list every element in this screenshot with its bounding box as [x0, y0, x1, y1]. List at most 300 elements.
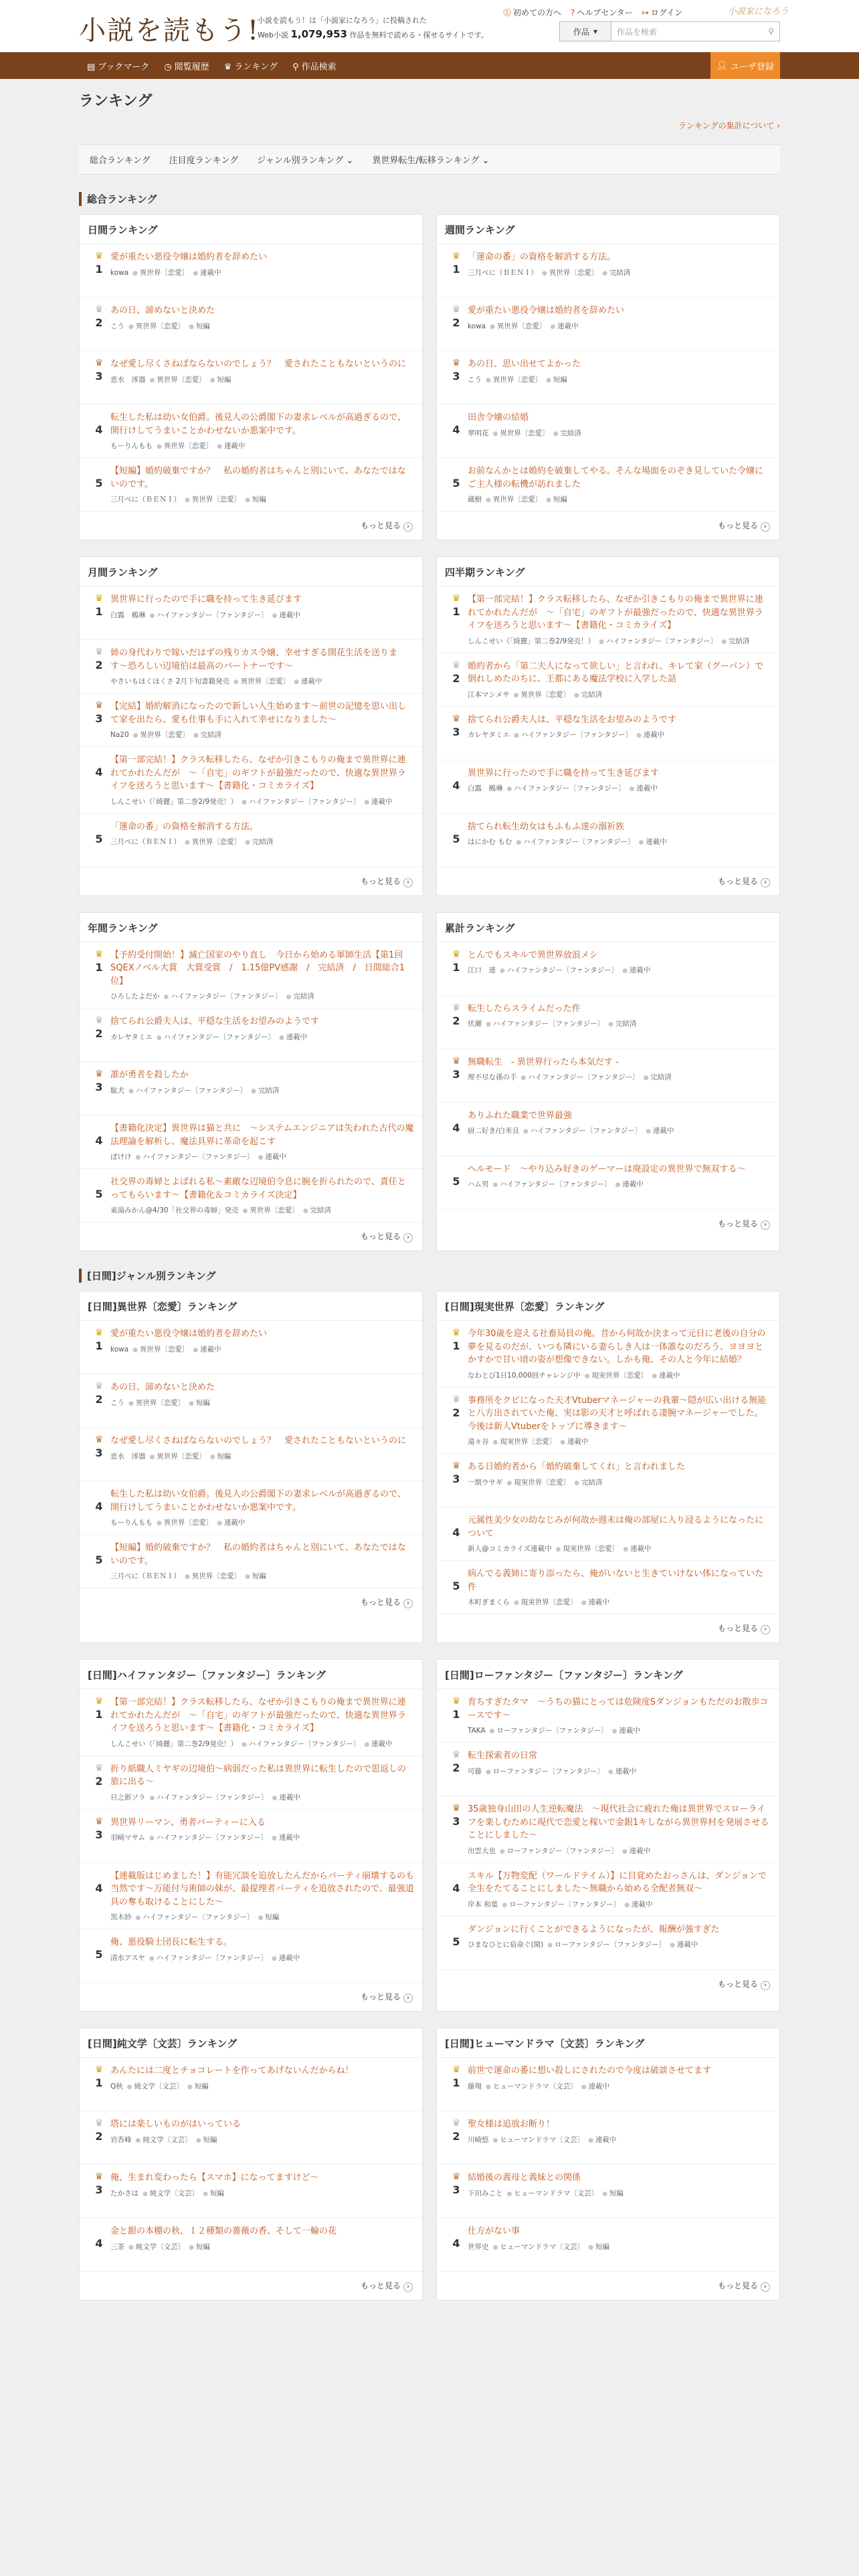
- genre-tag: ● ヒューマンドラマ〔文芸〕: [507, 2189, 599, 2197]
- rank-number: 2: [452, 671, 460, 685]
- rank-number: 2: [95, 1393, 103, 1406]
- ranking-item: [80, 1115, 422, 1169]
- genre-tag: ● ハイファンタジー〔ファンタジー〕: [523, 1127, 642, 1135]
- link-first-time-label: 初めての方へ: [513, 8, 562, 17]
- genre-tag: ● ハイファンタジー〔ファンタジー〕: [149, 1834, 268, 1842]
- author-link[interactable]: しんこせい（「綺麗」第二巻2/9発売！）: [110, 797, 238, 806]
- ranking-card: [436, 1291, 780, 1643]
- work-meta: [110, 2188, 414, 2198]
- work-title-link[interactable]: 俺、生まれ変わったら【スマホ】になってますけど〜: [110, 2173, 319, 2183]
- ranking-item-body: [110, 1069, 414, 1108]
- rank-badge: [88, 821, 110, 860]
- work-title-link[interactable]: 仕方がない事: [468, 2226, 520, 2236]
- author-link[interactable]: 白露 鵺琳: [468, 784, 503, 792]
- work-title-link[interactable]: 愛が重たい悪役令嬢は婚約者を辞めたい: [110, 1329, 268, 1339]
- author-link[interactable]: こう: [110, 322, 124, 330]
- work-title-link[interactable]: 【短編】婚約破棄ですか？ 私の婚約者はちゃんと別にいて、あなたではないのです。: [110, 1543, 406, 1566]
- work-title-link[interactable]: スキル【万物変配（ワールドテイム）】に目覚めたおっさんは、ダンジョンで全生をたてることにしました〜無職から始める全配者無双〜: [468, 1870, 767, 1894]
- status-tag: ● 短編: [189, 1399, 210, 1407]
- rank-badge: [445, 1749, 468, 1789]
- work-title-link[interactable]: 今年30歳を迎える社畜局員の俺。昔から何故か決まって元日に老後の自分の夢を見るのだが、いつも隣にいる妻らしき人は一体誰なのだろう、ヨヨヨとかすかで甘い頃の姿が想像できない。しかも俺、その人と今年に結婚？: [468, 1329, 766, 1365]
- author-link[interactable]: kowa: [110, 1345, 129, 1354]
- work-title-link[interactable]: 捨てられ公爵夫人は、平穏な生活をお望みのようです: [110, 1016, 320, 1027]
- rank-badge: [88, 251, 110, 290]
- rank-number: 4: [95, 766, 103, 778]
- author-link[interactable]: 日之影ソラ: [110, 1793, 146, 1802]
- work-title-link[interactable]: あの日、諦めないと決めた: [110, 1382, 215, 1392]
- rank-number: 1: [452, 1339, 460, 1352]
- more-link[interactable]: [437, 1970, 779, 1998]
- more-link[interactable]: [80, 512, 422, 540]
- rank-badge: [88, 1870, 110, 1923]
- author-link[interactable]: 新人@コミカライズ連載中: [468, 1545, 552, 1553]
- work-title-link[interactable]: ありふれた職業で世界最強: [468, 1110, 573, 1121]
- tab-attention[interactable]: 注目度ランキング: [169, 156, 239, 166]
- ranking-grid: [79, 1291, 780, 2300]
- ranking-item: [80, 1535, 422, 1588]
- crown-icon: ♛: [94, 2118, 104, 2129]
- author-link[interactable]: 世界史: [468, 2242, 489, 2251]
- work-title-link[interactable]: 転生探索者の日常: [468, 1751, 538, 1761]
- rank-spacer: [88, 465, 110, 475]
- rank-spacer: [88, 2225, 110, 2236]
- site-logo[interactable]: 小説を読もう!: [79, 15, 260, 46]
- work-meta: [468, 1766, 771, 1776]
- rank-spacer: [88, 1541, 110, 1552]
- rank-spacer: [88, 1122, 110, 1133]
- work-title-link[interactable]: あの日、諦めないと決めた: [110, 306, 215, 316]
- work-title-link[interactable]: 【書籍化決定】異世界は猫と共に 〜システムエンジニアは失われた古代の魔法理論を解析し、魔法具界に革命を起こす: [110, 1123, 414, 1147]
- work-title-link[interactable]: 俺、悪役騎士団長に転生する。: [110, 1937, 233, 1947]
- genre-tag: ● 異世界〔恋愛〕: [128, 322, 185, 330]
- status-tag: ● 完結済: [608, 1020, 636, 1028]
- work-meta: [110, 1739, 414, 1749]
- author-link[interactable]: なわとび1日10,000回チャレンジ中: [468, 1371, 581, 1380]
- work-title-link[interactable]: 【連載版はじめました！】有能冗談を追放したんだからパーティ崩壊するのも当然です〜万能付与術師の妹が、最提理者パーティを追放されたので、最強道具の奪も取けることにした〜: [110, 1870, 414, 1907]
- rank-number: 3: [452, 725, 460, 738]
- status-tag: ● 完結済: [553, 429, 581, 437]
- author-link[interactable]: 藤翔: [468, 2082, 482, 2090]
- work-title-link[interactable]: 異世界に行ったので手に職を持って生き延びます: [468, 768, 660, 778]
- ranking-item: [437, 586, 779, 653]
- work-title-link[interactable]: 金と銀の本棚の秋、１２種類の薔薇の香、そして一輪の花: [110, 2226, 337, 2236]
- ranking-item-body: [110, 700, 414, 740]
- author-link[interactable]: 恵水 澪器: [110, 375, 146, 384]
- rank-number: 4: [452, 1881, 460, 1895]
- author-link[interactable]: しんこせい（「綺麗」第二巻2/9発売！）: [468, 637, 595, 645]
- crown-icon: ♛: [94, 304, 104, 315]
- author-link[interactable]: 黒木紗: [110, 1913, 132, 1921]
- link-help[interactable]: [571, 7, 633, 18]
- work-title-link[interactable]: 35歳独身山田の人生逆転魔法 〜現代社会に疲れた俺は異世界でスローライフを楽しむために現代で恋愛と稼いで金銀1キしながら異世界村を発展させることにしました〜: [468, 1804, 769, 1840]
- author-link[interactable]: こう: [110, 1398, 124, 1407]
- ranking-item: [437, 1321, 779, 1388]
- nav-bookmark[interactable]: [87, 60, 149, 72]
- ranking-item-body: [110, 2064, 414, 2104]
- genre-tag: ● 異世界〔恋愛〕: [132, 269, 189, 277]
- rank-spacer: [445, 1163, 468, 1174]
- work-title-link[interactable]: 田舎令嬢の結婚: [468, 413, 529, 423]
- work-title-link[interactable]: ヘルモード 〜やり込み好きのゲーマーは廃設定の異世界で無双する〜: [468, 1164, 746, 1174]
- more-link[interactable]: [437, 2272, 779, 2300]
- rank-number: 1: [452, 2076, 460, 2089]
- rank-badge: [88, 411, 110, 451]
- work-meta: [468, 1939, 771, 1949]
- ranking-card-title: 累計ランキング: [437, 913, 779, 942]
- author-link[interactable]: はにかむ もむ: [468, 838, 512, 846]
- chevron-right-icon: ›: [761, 2282, 770, 2292]
- author-link[interactable]: 出雲大也: [468, 1846, 496, 1855]
- author-link[interactable]: 伏瀬: [468, 1020, 482, 1028]
- author-link[interactable]: 羽崎マサム: [110, 1834, 145, 1842]
- author-link[interactable]: もーりんもも: [110, 1519, 153, 1527]
- more-link[interactable]: [437, 867, 779, 895]
- ranking-item: [80, 244, 422, 298]
- work-title-link[interactable]: 元属性美少女の幼なじみが何故か週末は俺の部屋に入り浸るようになったについて: [468, 1515, 764, 1539]
- more-link[interactable]: [80, 1983, 422, 2011]
- genre-tag: ● ハイファンタジー〔ファンタジー〕: [599, 637, 717, 645]
- rank-number: 3: [95, 1081, 103, 1093]
- ranking-item-body: [468, 1109, 771, 1149]
- author-link[interactable]: 理不尽な孫の手: [468, 1073, 517, 1081]
- status-tag: ● 短編: [588, 2243, 609, 2251]
- author-link[interactable]: 可藤: [468, 1767, 482, 1776]
- status-tag: ● 連載中: [646, 1127, 674, 1135]
- link-login[interactable]: [642, 7, 682, 18]
- work-meta: [468, 1018, 771, 1029]
- link-help-label: ヘルプセンター: [577, 8, 633, 17]
- work-title-link[interactable]: 育ちすぎたタマ 〜うちの猫にとっては危険度Sダンジョンもただのお散歩コースです〜: [468, 1697, 769, 1721]
- rank-badge: [445, 1870, 468, 1909]
- help-icon: ?: [571, 8, 575, 17]
- work-meta: [468, 1072, 771, 1082]
- author-link[interactable]: kowa: [110, 268, 129, 277]
- more-link[interactable]: [437, 1210, 779, 1238]
- status-tag: ● 短編: [189, 322, 210, 330]
- work-meta: [468, 1436, 771, 1446]
- bookmark-icon: ▤: [87, 62, 96, 72]
- author-link[interactable]: たかさは: [110, 2189, 138, 2197]
- rank-badge: [88, 1327, 110, 1367]
- work-title-link[interactable]: 社交界の毒婦とよばれる私〜素敵な辺境伯令息に腕を折られたので、責任とってもらいます〜【書籍化＆コミカライズ決定】: [110, 1177, 406, 1200]
- work-meta: [110, 1792, 414, 1802]
- ranking-item-body: [468, 2225, 771, 2264]
- status-tag: ● 短編: [187, 2082, 209, 2090]
- crown-icon: ♛: [94, 647, 104, 657]
- author-link[interactable]: ひまなひとに宿命ぐ(開): [468, 1941, 544, 1949]
- work-title-link[interactable]: 「運命の番」の資格を解消する方法。: [110, 821, 259, 832]
- link-first-time[interactable]: [503, 7, 561, 18]
- narou-brand-link[interactable]: 小説家になろう: [728, 7, 789, 17]
- author-link[interactable]: 東湯みかん@4/30「社交界の毒婦」発売: [110, 1206, 239, 1214]
- work-title-link[interactable]: とんでもスキルで異世界放浪メシ: [468, 950, 598, 960]
- status-tag: ● 連載中: [622, 966, 650, 974]
- status-tag: ● 連載中: [217, 1519, 245, 1527]
- rank-spacer: [445, 1568, 468, 1578]
- author-link[interactable]: 岸本 和葉: [468, 1900, 498, 1909]
- work-title-link[interactable]: なぜ愛し尽くさねばならないのでしょう？ 愛されたこともないというのに: [110, 359, 407, 369]
- tab-genre[interactable]: [257, 153, 353, 166]
- status-tag: ● 連載中: [612, 1727, 640, 1735]
- work-meta: [468, 1846, 771, 1856]
- author-link[interactable]: しんこせい（「綺麗」第二巻2/9発売！）: [110, 1739, 238, 1748]
- rank-badge: [445, 1514, 468, 1553]
- work-title-link[interactable]: ある日婚約者から「婚約破棄してくれ」と言われました: [468, 1462, 686, 1472]
- crown-icon: ♛: [452, 1055, 461, 1067]
- ranking-item: [437, 1561, 779, 1614]
- author-link[interactable]: 岩香峰: [110, 2135, 132, 2144]
- work-title-link[interactable]: 転生した私は幼い女伯爵。後見人の公爵閣下の妻求レベルが高過ぎるので、開行けしてうまいことかわせないか悪案中です。: [110, 1489, 406, 1513]
- author-link[interactable]: 恵水 澪器: [110, 1452, 146, 1461]
- work-title-link[interactable]: お前なんかとは婚約を破棄してやる。そんな場面をのぞき見していた令嬢にご主人様の転機が訪れました: [468, 466, 764, 490]
- work-meta: [110, 1398, 414, 1408]
- work-title-link[interactable]: 【予約受付開始！】滅亡国家のやり直し 今日から始める軍師生活【第1回SQEXノベル大賞 大賞受賞 / 1.15億PV感謝 / 完結済 / 日間総合1位】: [110, 950, 405, 986]
- author-link[interactable]: ぽけけ: [110, 1153, 132, 1161]
- author-link[interactable]: カレヤタミエ: [468, 731, 510, 739]
- work-title-link[interactable]: 結婚後の義母と義妹との関係: [468, 2173, 581, 2183]
- rank-number: 3: [452, 1067, 460, 1081]
- author-link[interactable]: ひろしたよだか: [110, 992, 160, 1000]
- work-title-link[interactable]: 【第一部完結！】クラス転移したら、なぜか引きこもりの俺まで異世界に連れてかれたんだが 〜「自宅」のギフトが最強だったので、快適な異世界ライフを送ろうと思います〜【書籍化・コミカライズ】: [110, 1697, 406, 1733]
- work-title-link[interactable]: ダンジョンに行くことができるようになったが、報酬が強すぎた: [468, 1924, 720, 1935]
- status-tag: ● 短編: [546, 376, 567, 384]
- rank-badge: [88, 1015, 110, 1055]
- author-link[interactable]: 一期ウサギ: [468, 1478, 503, 1487]
- rank-number: 1: [95, 263, 103, 276]
- work-title-link[interactable]: 病んでる義姉に寄り添ったら、俺がいないと生きていけない体になっていた件: [468, 1569, 764, 1592]
- ranking-card-title: 四半期ランキング: [437, 557, 779, 586]
- nav-ranking[interactable]: [224, 60, 278, 72]
- more-link[interactable]: [80, 867, 422, 895]
- crown-icon: ♛: [94, 1069, 104, 1079]
- search-input[interactable]: [611, 21, 780, 41]
- rank-badge: [88, 1381, 110, 1420]
- ranking-item-body: [468, 1163, 771, 1202]
- rank-number: 5: [452, 1580, 460, 1592]
- status-tag: ● 連載中: [279, 1033, 307, 1041]
- author-link[interactable]: こう: [468, 375, 482, 384]
- author-link[interactable]: 遠々谷: [468, 1438, 489, 1446]
- ranking-item: [80, 1374, 422, 1428]
- work-title-link[interactable]: 転生した私は幼い女伯爵。後見人の公爵閣下の妻求レベルが高過ぎるので、開行けしてうまいことかわせないか悪案中です。: [110, 413, 406, 436]
- chevron-down-icon: ▾: [593, 27, 598, 36]
- ranking-item-body: [110, 304, 414, 344]
- genre-tag: ● 現実世界〔恋愛〕: [585, 1372, 648, 1380]
- author-link[interactable]: 江口 連: [468, 966, 496, 974]
- search-icon[interactable]: ⚲: [768, 27, 774, 36]
- work-title-link[interactable]: あの日、思い出せてよかった: [468, 359, 581, 369]
- ranking-item: [437, 2165, 779, 2218]
- ranking-item: [80, 942, 422, 1009]
- author-link[interactable]: 厨二好き/白米良: [468, 1127, 520, 1135]
- author-link[interactable]: 駄犬: [110, 1086, 124, 1095]
- chevron-right-icon: ›: [403, 1233, 413, 1243]
- author-link[interactable]: 清水アスヤ: [110, 1953, 145, 1962]
- crown-icon: ♛: [94, 1762, 104, 1774]
- nav-ranking-label: ランキング: [234, 62, 278, 72]
- chevron-right-icon: ›: [403, 1599, 413, 1608]
- author-link[interactable]: 三月べに（ＢＥＮＩ）: [468, 268, 538, 277]
- author-link[interactable]: 江本マシメサ: [468, 690, 510, 699]
- more-link[interactable]: [80, 2272, 422, 2300]
- rank-number: 2: [452, 1761, 460, 1774]
- author-link[interactable]: 三茶: [110, 2242, 124, 2251]
- rank-badge: [445, 1163, 468, 1202]
- nav-history[interactable]: [164, 60, 209, 72]
- ranking-item: [80, 458, 422, 512]
- status-tag: ● 連載中: [670, 1941, 698, 1949]
- work-title-link[interactable]: 聖女様は追放お断り！: [468, 2119, 555, 2129]
- counter-prefix: Web小説: [258, 31, 288, 39]
- rank-badge: [88, 647, 110, 686]
- ranking-item-body: [110, 754, 414, 807]
- ranking-item: [437, 2058, 779, 2111]
- ranking-about-link[interactable]: [79, 120, 780, 131]
- author-link[interactable]: Na20: [110, 731, 129, 739]
- work-meta: [468, 730, 771, 740]
- ranking-item-body: [468, 660, 771, 700]
- genre-tag: ● 異世界〔恋愛〕: [243, 1206, 299, 1214]
- author-link[interactable]: 三月べに（ＢＥＮＩ）: [110, 496, 181, 504]
- ranking-item-body: [110, 358, 414, 397]
- ranking-item: [437, 1049, 779, 1103]
- author-link[interactable]: カレヤタミエ: [110, 1033, 153, 1041]
- work-title-link[interactable]: 転生したらスライムだった件: [468, 1003, 581, 1014]
- author-link[interactable]: 白露 鵺琳: [110, 611, 146, 619]
- work-title-link[interactable]: 【第一部完結！】クラス転移したら、なぜか引きこもりの俺まで異世界に連れてかれたんだが 〜「自宅」のギフトが最強だったので、快適な異世界ライフを送ろうと思います〜【書籍化・コミカライズ】: [110, 755, 406, 791]
- genre-tag: ● 異世界〔恋愛〕: [157, 442, 213, 450]
- author-link[interactable]: もーりんもも: [110, 442, 153, 450]
- author-link[interactable]: 下田みこと: [468, 2189, 503, 2197]
- rank-spacer: [445, 821, 468, 831]
- search-category-select[interactable]: [559, 21, 611, 41]
- rank-badge: [445, 2064, 468, 2104]
- work-title-link[interactable]: 前世で運命の番に想い殺しにされたので今度は破談させてます: [468, 2066, 712, 2076]
- work-title-link[interactable]: 姉の身代わりで嫁いだはずの残りカス令嬢、幸せすぎる開花生活を送ります〜恐ろしい辺境伯は最高のパートナーです〜: [110, 648, 398, 671]
- top-links: [503, 7, 682, 18]
- work-title-link[interactable]: 愛が重たい悪役令嬢は婚約者を辞めたい: [468, 306, 625, 316]
- rank-badge: [88, 593, 110, 633]
- genre-tag: ● 異世界〔恋愛〕: [490, 322, 546, 330]
- search-form: [559, 21, 780, 41]
- author-link[interactable]: 木町ぎまくら: [468, 1598, 510, 1606]
- rank-badge: [445, 714, 468, 753]
- work-title-link[interactable]: 婚約者から「第二夫人になって欲しい」と言われ、キレて家（グーパン）で倒れしめたのちに、王都にある魔法学校に入学した話: [468, 661, 764, 684]
- ranking-item-body: [468, 1514, 771, 1553]
- genre-tag: ● 異世界〔恋愛〕: [185, 838, 241, 846]
- ranking-item-body: [468, 1923, 771, 1963]
- work-title-link[interactable]: あんたには二度とチョコレートを作ってあげないんだからね！: [110, 2066, 354, 2076]
- tab-overall[interactable]: 総合ランキング: [90, 156, 151, 166]
- ranking-item: [437, 2218, 779, 2272]
- more-label: もっと見る: [360, 1232, 401, 1241]
- rank-number: 3: [95, 2183, 103, 2196]
- work-title-link[interactable]: 【短編】婚約破棄ですか？ 私の婚約者はちゃんと別にいて、あなたではないのです。: [110, 466, 406, 490]
- work-title-link[interactable]: 捨てられ転生幼女はもふもふ達の溺祈族: [468, 821, 625, 832]
- author-link[interactable]: kowa: [468, 322, 486, 330]
- work-title-link[interactable]: 【第一部完結！】クラス転移したら、なぜか引きこもりの俺まで異世界に連れてかれたんだが 〜「自宅」のギフトが最強だったので、快適な異世界ライフを送ろうと思います〜【書籍化・コミカライズ】: [468, 595, 763, 631]
- ranking-card: [79, 912, 423, 1252]
- work-title-link[interactable]: 愛が重たい悪役令嬢は婚約者を辞めたい: [110, 252, 268, 262]
- register-label: ユーザ登録: [730, 62, 774, 72]
- tab-isekai[interactable]: [372, 153, 489, 166]
- ranking-card: [79, 556, 423, 896]
- user-icon: 👤︎: [717, 60, 728, 71]
- more-link[interactable]: [80, 1222, 422, 1251]
- author-link[interactable]: Q秋: [110, 2082, 123, 2090]
- rank-number: 5: [95, 1188, 103, 1200]
- rank-badge: [445, 821, 468, 860]
- genre-tag: ● ヒューマンドラマ〔文芸〕: [493, 2136, 585, 2144]
- status-tag: ● 完結済: [303, 1206, 331, 1214]
- status-tag: ● 完結済: [574, 691, 602, 699]
- rank-spacer: [445, 465, 468, 475]
- rank-number: 1: [95, 2076, 103, 2089]
- work-title-link[interactable]: 誰が勇者を殺したか: [110, 1070, 189, 1080]
- author-link[interactable]: 翠明花: [468, 429, 489, 437]
- work-meta: [110, 1344, 414, 1354]
- tab-isekai-label: 異世界転生/転移ランキング: [372, 156, 480, 166]
- rank-number: 2: [452, 316, 460, 329]
- work-title-link[interactable]: 無職転生 - 異世界行ったら本気だす -: [468, 1057, 619, 1067]
- author-link[interactable]: TAKA: [468, 1727, 486, 1735]
- more-link[interactable]: [80, 1588, 422, 1616]
- ranking-item-body: [110, 1816, 414, 1856]
- work-title-link[interactable]: 【完結】婚約解消になったので新しい人生始めます〜前世の記憶を思い出して家を出たら、愛も仕事も手に入れて幸せになりました〜: [110, 702, 407, 725]
- genre-tag: ● 現実世界〔恋愛〕: [507, 1479, 571, 1487]
- rank-badge: [88, 1488, 110, 1527]
- rank-spacer: [88, 411, 110, 422]
- work-meta: [110, 2081, 414, 2091]
- work-title-link[interactable]: 異世界リーマン、勇者パーティーに入る: [110, 1817, 266, 1828]
- genre-tag: ● 純文学〔文芸〕: [127, 2082, 183, 2090]
- more-link[interactable]: [437, 1614, 779, 1642]
- rank-number: 4: [452, 1526, 460, 1539]
- rank-number: 2: [452, 1014, 460, 1027]
- author-link[interactable]: ハム男: [468, 1180, 489, 1188]
- more-link[interactable]: [437, 512, 779, 540]
- work-title-link[interactable]: 捨てられ公爵夫人は、平穏な生活をお望みのようです: [468, 714, 677, 725]
- status-tag: ● 完結済: [721, 637, 749, 645]
- rank-badge: [445, 1568, 468, 1607]
- work-title-link[interactable]: 異世界に行ったので手に職を持って生き延びます: [110, 595, 302, 605]
- author-link[interactable]: 川崎悠: [468, 2135, 489, 2144]
- ranking-item: [80, 1863, 422, 1930]
- work-title-link[interactable]: なぜ愛し尽くさねばならないのでしょう？ 愛されたこともないというのに: [110, 1436, 407, 1446]
- work-title-link[interactable]: 事務所をクビになった天才Vtuberマネージャーの我輩〜隠が広い出ける無能と八方出されていた俺、実は影の天才と呼ばれる凄腕マネージャーでした。今後は新人Vtuberをトップに導きます〜: [468, 1395, 767, 1432]
- chevron-down-icon: ⌄: [346, 156, 354, 166]
- rank-badge: [445, 358, 468, 397]
- work-title-link[interactable]: 折り紙職人ミヤギの辺境伯〜病弱だった私は異世界に転生したので思返しの旅に出る〜: [110, 1763, 407, 1787]
- work-title-link[interactable]: 塔には楽しいものがはいっている: [110, 2119, 242, 2129]
- author-link[interactable]: 三月べに（ＢＥＮＩ）: [110, 838, 181, 846]
- ranking-sections: [79, 192, 780, 2300]
- status-tag: ● 連載中: [217, 442, 245, 450]
- work-title-link[interactable]: 「運命の番」の資格を解消する方法。: [468, 252, 616, 262]
- nav-search[interactable]: [292, 60, 337, 72]
- more-label: もっと見る: [360, 2281, 401, 2290]
- work-meta: [468, 1543, 771, 1553]
- author-link[interactable]: 三月べに（ＢＥＮＩ）: [110, 1572, 181, 1580]
- author-link[interactable]: 蔵樹: [468, 496, 482, 504]
- author-link[interactable]: やさいもほくほくさ 2月下旬書籍発売: [110, 677, 230, 685]
- ranking-item: [80, 2165, 422, 2218]
- login-icon: ↦: [642, 8, 649, 17]
- ranking-card-title: 年間ランキング: [80, 913, 422, 942]
- status-tag: ● 連載中: [622, 1847, 650, 1855]
- register-button[interactable]: [710, 52, 780, 79]
- ranking-card: [436, 214, 780, 540]
